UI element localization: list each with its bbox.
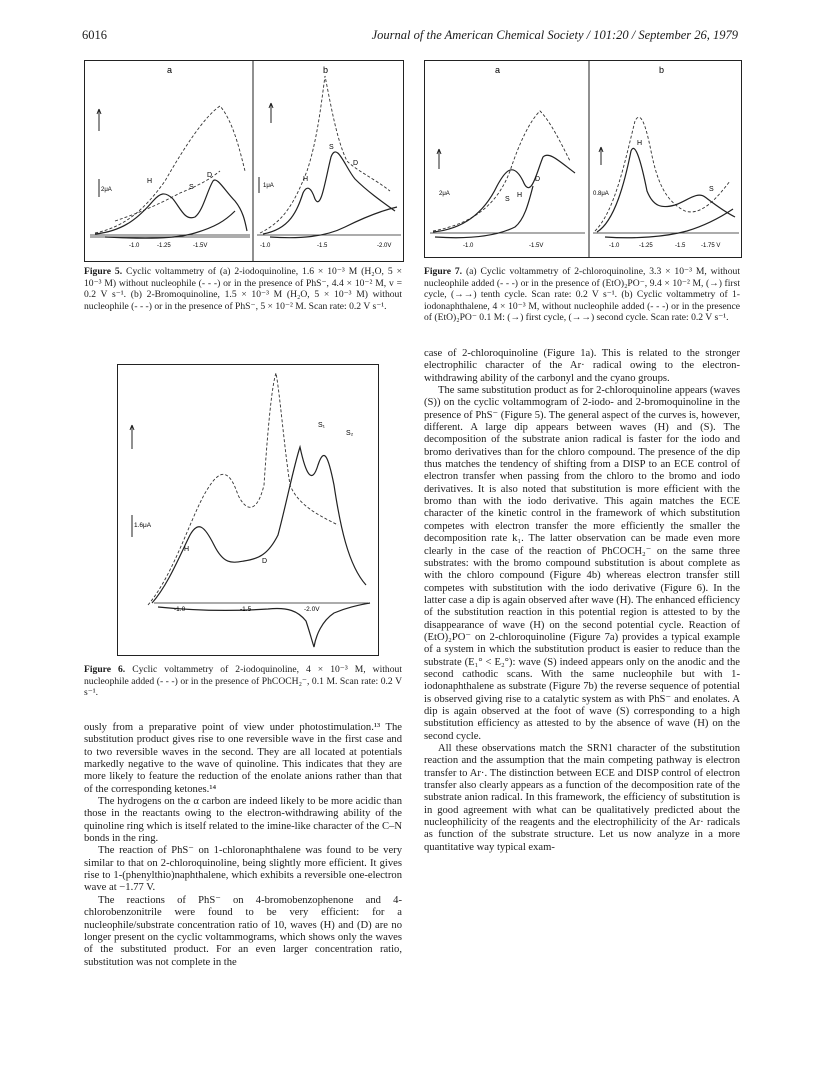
- current-scale: 2μA: [439, 191, 450, 197]
- caption-text: (a) Cyclic voltammetry of 2-chloroquinoline, 3.3 × 10⁻³ M, without nucleophile added (- - -) or in the presence of (EtO)₂PO⁻, 9.4 × 10⁻² M, (→) first cycle, (→→) tenth cycle. Scan rate: 0.2 V s⁻¹. (b) Cyclic voltammetry of 1-iodonaphthalene, 4 × 10⁻³ M, without nucleophile added (- - -) or in the presence of (EtO)₂PO⁻ 0.1 M: (→) first cycle, (→→) second cycle. Scan rate: 0.2 V s⁻¹.: [424, 266, 740, 324]
- figure-5-plot: [84, 60, 404, 262]
- paragraph: All these observations match the SRN1 character of the substitution reaction and the assumption that the main competing pathway is electron transfer to Ar·. The distinction between ECE and DISP control of electron transfer also clearly appears as a function of the decomposition rate of the substrate anion radical. In this framework, the efficiency of substitution is in good agreement with what can be qualitatively predicted about the nucleophilicity of the reagents and the electrophilicity of the Ar· radicals as function of the substrate structure. Let us now analyze in a more quantitative way typical exam-: [424, 743, 740, 853]
- tick-label: -2.0V: [304, 606, 320, 613]
- panel-label: b: [659, 65, 665, 75]
- figure-5-svg: [85, 61, 403, 261]
- paragraph: case of 2-chloroquinoline (Figure 1a). This is related to the stronger electrophilic character of the Ar· radical owing to the electron-withdrawing ability of the carbonyl and the cyano groups.: [424, 348, 740, 384]
- panel-label: a: [167, 65, 173, 75]
- figure-5-panel-a: [90, 65, 250, 249]
- peak-label: S: [709, 186, 714, 193]
- figure-7-caption: [424, 266, 740, 324]
- current-scale: 2μA: [101, 187, 112, 193]
- peak-label: H: [517, 192, 523, 199]
- figure-7-plot: [424, 60, 742, 258]
- peak-label: S: [189, 184, 194, 191]
- figure-6-caption: [84, 664, 402, 699]
- tick-label: -1.5V: [193, 243, 208, 249]
- current-scale: 0.8μA: [593, 191, 609, 197]
- peak-label: D: [353, 160, 359, 167]
- peak-label: D: [535, 176, 541, 183]
- peak-label: D: [207, 172, 213, 179]
- tick-label: -1.0: [129, 243, 140, 249]
- tick-label: -1.75 V: [701, 243, 721, 249]
- figure-5-panel-b: [257, 65, 401, 249]
- peak-label: H: [184, 546, 190, 553]
- page-number: 6016: [82, 28, 107, 42]
- paragraph: The reactions of PhS⁻ on 4-bromobenzophenone and 4-chlorobenzonitrile were found to be very efficient: for a nucleophile/substrate concentration ratio of 10, waves (H) and (D) are no longer present on the cyclic voltammograms, which shows only the waves of the substituted product. For an even larger concentration ratio, substitution was not complete in the: [84, 894, 402, 968]
- figure-5-caption: [84, 266, 402, 312]
- figure-7-panel-b: [593, 65, 739, 249]
- left-text-column: [84, 722, 402, 969]
- tick-label: -1.0: [609, 243, 620, 249]
- current-scale: 1μA: [263, 183, 274, 189]
- tick-label: -1.0: [463, 243, 474, 249]
- tick-label: -1.5: [317, 243, 328, 249]
- tick-label: -1.5V: [529, 243, 544, 249]
- right-text-column: [424, 348, 740, 854]
- paragraph: The same substitution product as for 2-chloroquinoline appears (waves (S)) on the cyclic voltammogram of 2-iodo- and 2-bromoquinoline in the presence of PhS⁻ (Figure 5). The general aspect of the curves is, however, different. A large dip appears between waves (H) and (S). The decomposition of the substrate anion radical is faster for the iodo and bromo derivatives than for the chloro compound. The presence of the dip thus matches the tendency of shifting from a DISP to an ECE control of electron transfer when passing from the chloro to the bromo and iodo derivatives. It is also noted that substitution is more efficient with the bromo than with the iodo derivative. This again matches the ECE character of the kinetic control in the framework of which substitution competes with electron transfer the more efficiently the smaller the decomposition rate k₁. The latter observation can be made even more clearly in the case of the reaction of PhCOCH₂⁻ on the same three substrates: with the bromo compound substitution is about complete as with the chloro compound (Figure 4b) whereas electron transfer still competes with substitution with the iodo derivative (Figure 6). In the latter case a dip is again observed after wave (H). The enhanced efficiency of the substitution reaction in this potential region is attested to by the disappearance of wave (H) on the second potential cycle. Reaction of (EtO)₂PO⁻ on 2-chloroquinoline (Figure 7a) provides a typical example of a system in which the substitution product is easier to reduce than the substrate (E₁° < E₂°): wave (S) indeed appears only on the anodic and the second cathodic scans. With the same nucleophile but with 1-iodonaphthalene as substrate (Figure 7b) the reverse sequence of potential is observed giving rise to a catalytic system as with PhS⁻ and enolates. A dip is again observed at the foot of wave (S) corresponding to a high substitution efficiency as attested to by the absence of wave (H) on the second cycle.: [424, 385, 740, 742]
- tick-label: -1.5: [675, 243, 686, 249]
- tick-label: -1.0: [174, 606, 186, 613]
- caption-text: Cyclic voltammetry of 2-iodoquinoline, 4 × 10⁻³ M, without nucleophile added (- - -) or in the presence of PhCOCH₂⁻, 0.1 M. Scan rate: 0.2 V s⁻¹.: [84, 664, 402, 699]
- paragraph: ously from a preparative point of view under photostimulation.¹³ The substitution product gives rise to one reversible wave in the first case and to two reversible waves in the second. They are all located at potentials markedly negative to the wave of quinoline. This indicates that they are more likely to feature the reduction of the enolate anions rather than that of the corresponding ketones.¹⁴: [84, 722, 402, 795]
- caption-label: Figure 7.: [424, 266, 463, 277]
- peak-label: S: [505, 196, 510, 203]
- peak-label: H: [637, 140, 643, 147]
- paragraph: The reaction of PhS⁻ on 1-chloronaphthalene was found to be very similar to that on 2-chloroquinoline, being slightly more efficient. It gives rise to 1-(phenylthio)naphthalene, which exhibits a reversible one-electron wave at −1.77 V.: [84, 845, 402, 894]
- figure-6-svg: [118, 365, 378, 655]
- peak-label: S₂: [346, 430, 354, 437]
- panel-label: a: [495, 65, 501, 75]
- tick-label: -1.25: [639, 243, 653, 249]
- tick-label: -2.0V: [377, 243, 392, 249]
- figure-6-plot: [117, 364, 379, 656]
- caption-label: Figure 5.: [84, 266, 123, 277]
- tick-label: -1.25: [157, 243, 171, 249]
- caption-label: Figure 6.: [84, 664, 126, 675]
- paragraph: The hydrogens on the α carbon are indeed likely to be more acidic than those in the reactants owing to the electron-withdrawing ability of the quinoline ring which is itself related to the imine-like character of the C–N bonds in the ring.: [84, 796, 402, 845]
- current-scale: 1.6μA: [134, 522, 152, 529]
- peak-label: H: [147, 178, 153, 185]
- peak-label: S: [329, 144, 334, 151]
- page-header: [82, 28, 738, 44]
- caption-text: Cyclic voltammetry of (a) 2-iodoquinoline, 1.6 × 10⁻³ M (H₂O, 5 × 10⁻³ M) without nucleophile (- - -) or in the presence of PhS⁻, 4.4 × 10⁻² M, v = 0.2 V s⁻¹. (b) 2-Bromoquinoline, 1.5 × 10⁻³ M (H₂O, 5 × 10⁻³ M) without nucleophile (- - -) or in the presence of PhS⁻, 5 × 10⁻² M. Scan rate: 0.2 V s⁻¹.: [84, 266, 402, 312]
- figure-7-svg: [425, 61, 741, 257]
- tick-label: -1.5: [240, 606, 252, 613]
- peak-label: S₁: [318, 422, 326, 429]
- peak-label: H: [303, 176, 309, 183]
- peak-label: D: [262, 558, 268, 565]
- panel-label: b: [323, 65, 329, 75]
- running-head: Journal of the American Chemical Society / 101:20 / September 26, 1979: [371, 28, 738, 42]
- tick-label: -1.0: [260, 243, 271, 249]
- figure-7-panel-a: [430, 65, 585, 249]
